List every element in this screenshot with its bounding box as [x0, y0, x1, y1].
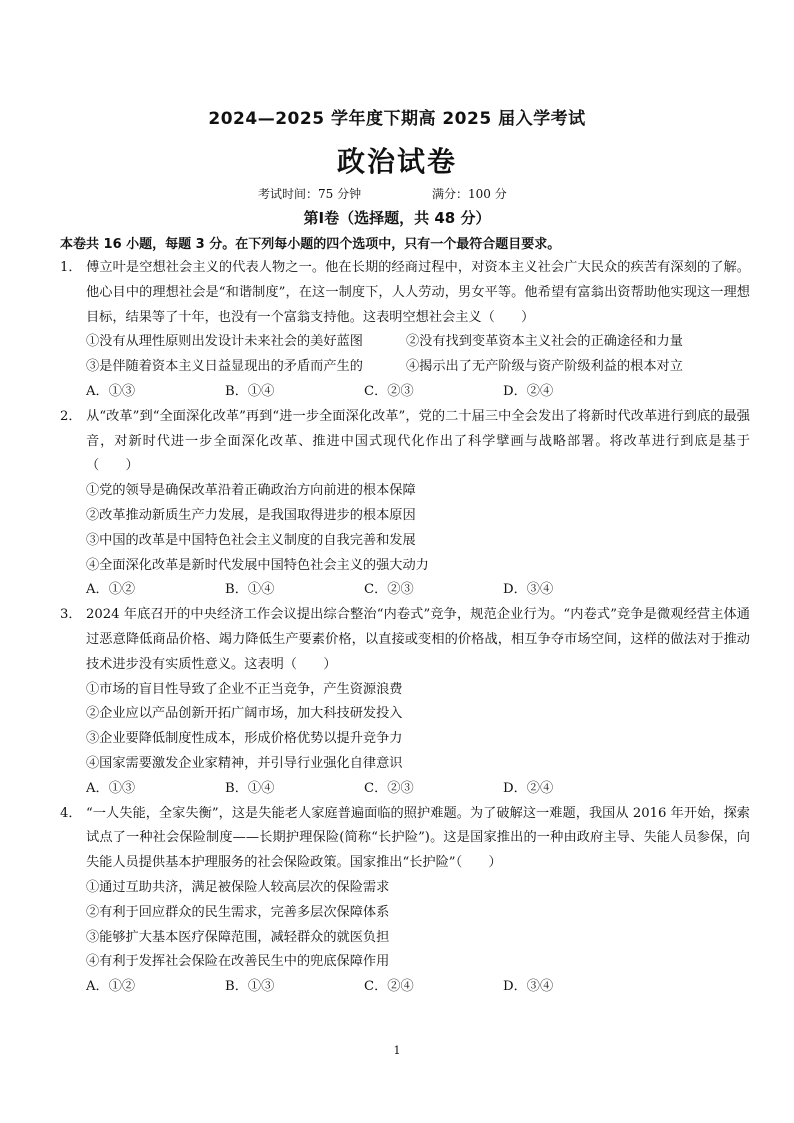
choice-b[interactable]: B．①③ [225, 979, 275, 995]
question-text: 从“改革”到“全面深化改革”再到“进一步全面深化改革”，党的二十届三中全会发出了将新时代改革进行到底的最强音，对新时代进一步全面深化改革、推进中国式现代化作出了科学擘画与战略部署。将改革进行到底是基于（ ） [86, 408, 750, 474]
statement-option: ①市场的盲目性导致了企业不正当竞争，产生资源浪费 [86, 681, 403, 697]
answer-choices [60, 777, 750, 802]
statement-option: ③企业要降低制度性成本，形成价格优势以提升竞争力 [86, 731, 403, 747]
section-title: 第Ⅰ卷（选择题，共 48 分） [303, 209, 491, 227]
question-number: 4． [60, 805, 82, 821]
exam-title: 2024—2025 学年度下期高 2025 届入学考试 [208, 109, 586, 129]
question-stem [60, 405, 750, 479]
choice-a[interactable]: A．①② [86, 979, 136, 995]
question-text: 2024 年底召开的中央经济工作会议提出综合整治“内卷式”竞争，规范企业行为。“内卷式”竞争是微观经营主体通过恶意降低商品价格、竭力降低生产要素价格，以直接或变相的价格战，相互争夺市场空间，这样的做法对于推动技术进步没有实质性意义。这表明（ ） [86, 607, 750, 672]
choice-a[interactable]: A．①③ [86, 383, 136, 399]
choice-d[interactable]: D．②④ [503, 780, 554, 796]
option-row [60, 330, 750, 355]
choice-c[interactable]: C．②③ [364, 582, 414, 598]
question-number: 3． [60, 607, 82, 623]
statement-option: ②改革推动新质生产力发展，是我国取得进步的根本原因 [86, 507, 416, 523]
question-text: 傅立叶是空想社会主义的代表人物之一。他在长期的经商过程中，对资本主义社会广大民众的疾苦有深刻的了解。他心目中的理想社会是“和谐制度”，在这一制度下，人人劳动，男女平等。他希望有富翁出资帮助他实现这一理想目标，结果等了十年，也没有一个富翁支持他。这表明空想社会主义（ ） [86, 260, 750, 325]
choice-a[interactable]: A．①③ [86, 780, 136, 796]
statement-option: ④有利于发挥社会保险在改善民生中的兜底保障作用 [86, 954, 390, 970]
choice-d[interactable]: D．③④ [503, 582, 554, 598]
question-number: 1． [60, 260, 82, 275]
statement-option: ①通过互助共济，满足被保险人较高层次的保险需求 [86, 879, 390, 895]
page-number: 1 [393, 1044, 401, 1057]
section-instructions: 本卷共 16 小题，每题 3 分。在下列每小题的四个选项中，只有一个最符合题目要求。 [60, 237, 561, 252]
question-text: “一人失能，全家失衡”，这是失能老人家庭普遍面临的照护难题。为了破解这一难题，我国从 2016 年开始，探索试点了一种社会保险制度——长期护理保险(简称“长护险”)。这是国家推出的一种由政府主导、失能人员参保，向失能人员提供基本护理服务的社会保险政策。国家推出“长护险”（ ） [86, 805, 750, 871]
statement-option: ④国家需要激发企业家精神，并引导行业强化自律意识 [86, 755, 403, 771]
statement-option: ③是伴随着资本主义日益显现出的矛盾而产生的 [86, 359, 363, 375]
choice-c[interactable]: C．②③ [364, 383, 414, 399]
answer-choices [60, 975, 750, 1000]
choice-b[interactable]: B．①④ [225, 383, 275, 399]
exam-time: 考试时间：75 分钟 [258, 187, 362, 201]
statement-option: ①党的领导是确保改革沿着正确政治方向前进的根本保障 [86, 483, 416, 499]
choice-d[interactable]: D．③④ [503, 979, 554, 995]
question-4 [60, 802, 750, 1000]
statement-option: ②有利于回应群众的民生需求，完善多层次保障体系 [86, 904, 390, 920]
statement-option: ④全面深化改革是新时代发展中国特色社会主义的强大动力 [86, 557, 429, 573]
statement-option: ③中国的改革是中国特色社会主义制度的自我完善和发展 [86, 532, 416, 548]
choice-d[interactable]: D．②④ [503, 383, 554, 399]
question-number: 2． [60, 408, 82, 424]
question-2 [60, 405, 750, 603]
question-stem [60, 603, 750, 677]
question-stem [60, 802, 750, 876]
question-1 [60, 256, 750, 405]
question-3 [60, 603, 750, 801]
choice-a[interactable]: A．①② [86, 582, 136, 598]
exam-full-score: 满分：100 分 [432, 187, 507, 201]
statement-option: ④揭示出了无产阶级与资产阶级利益的根本对立 [406, 359, 683, 375]
choice-c[interactable]: C．②③ [364, 780, 414, 796]
statement-option: ③能够扩大基本医疗保障范围，减轻群众的就医负担 [86, 929, 390, 945]
question-stem [60, 256, 750, 330]
option-row [60, 355, 750, 380]
answer-choices [60, 578, 750, 603]
statement-option: ②企业应以产品创新开拓广阔市场，加大科技研发投入 [86, 706, 403, 722]
answer-choices [60, 380, 750, 405]
choice-c[interactable]: C．②④ [364, 979, 414, 995]
choice-b[interactable]: B．①④ [225, 582, 275, 598]
statement-option: ②没有找到变革资本主义社会的正确途径和力量 [406, 334, 683, 350]
subject-title: 政治试卷 [336, 145, 457, 178]
choice-b[interactable]: B．①④ [225, 780, 275, 796]
statement-option: ①没有从理性原则出发设计未来社会的美好蓝图 [86, 334, 363, 350]
question-list [60, 256, 750, 1000]
